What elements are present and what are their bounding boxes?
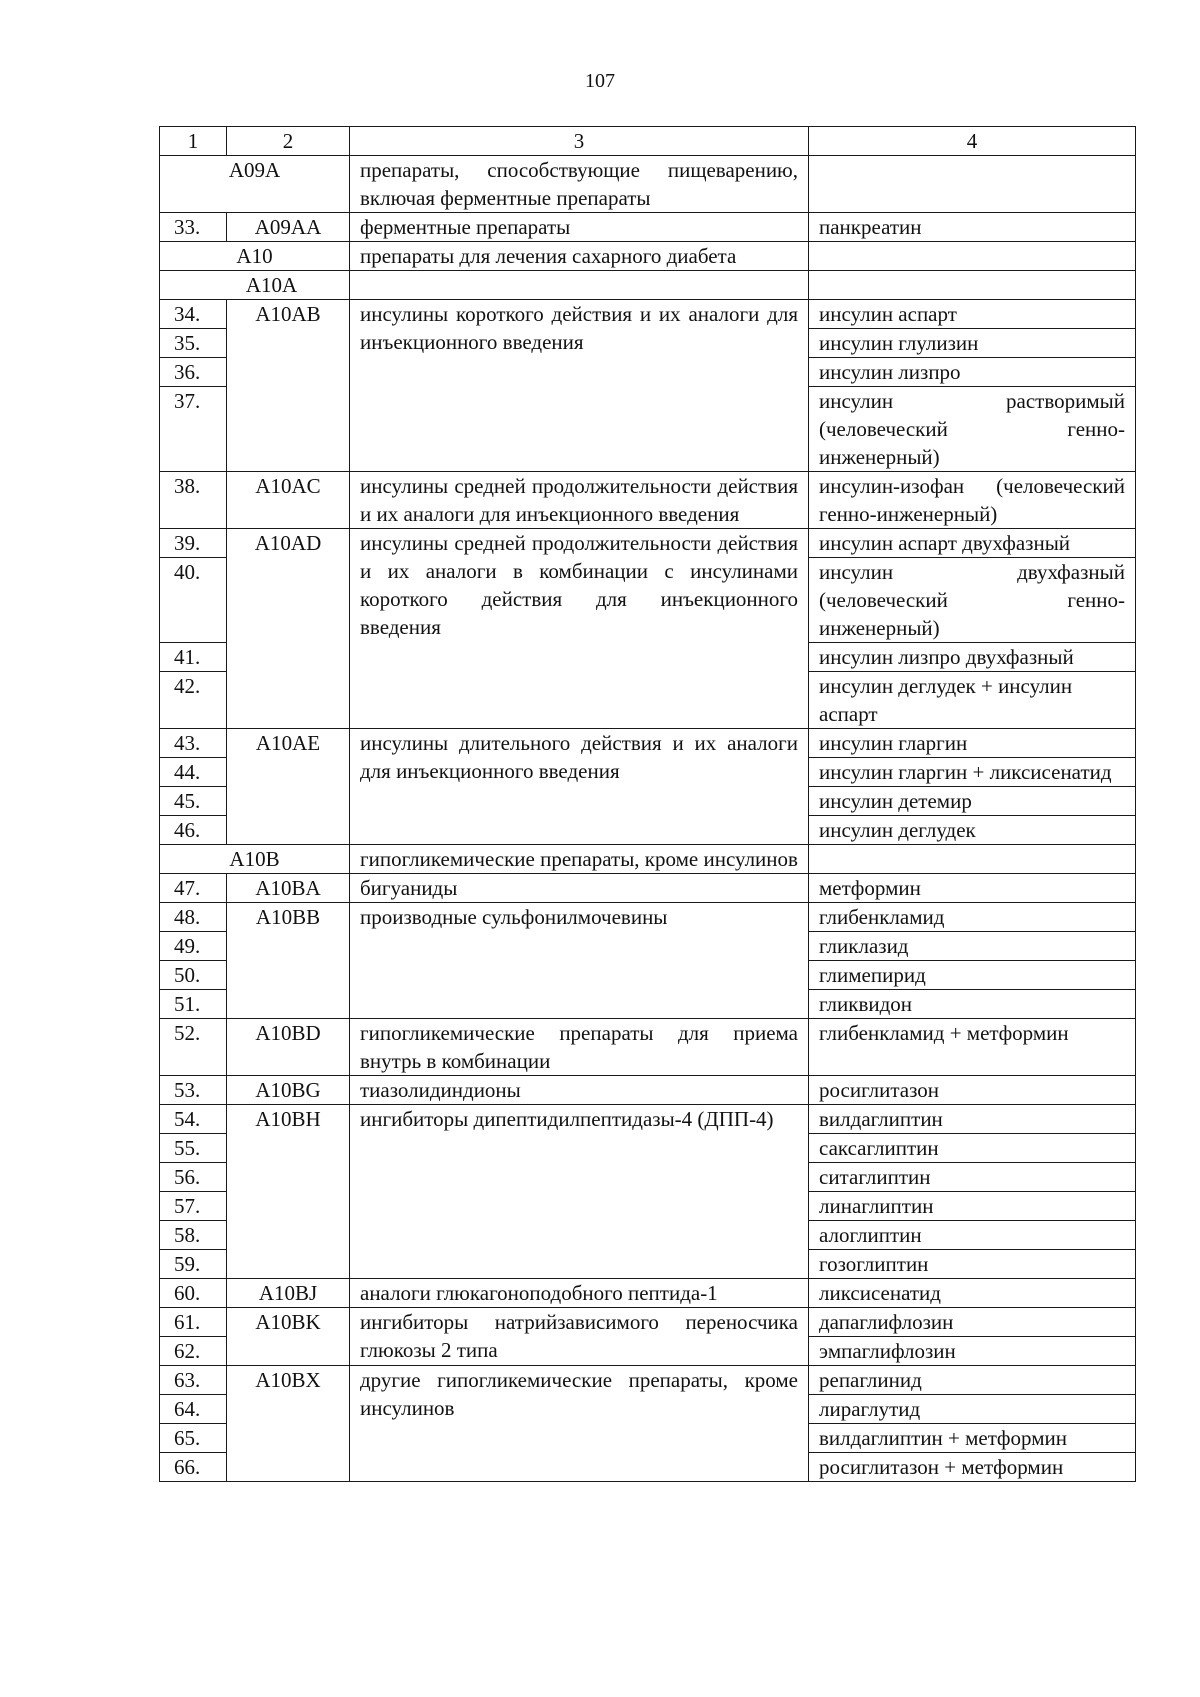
drug-name: глибенкламид [809,903,1136,932]
row-number: 65. [160,1424,227,1453]
drug-name: гозоглиптин [809,1250,1136,1279]
group-description [350,271,809,300]
drug-name: репаглинид [809,1366,1136,1395]
drug-name: инсулин гларгин + ликсисенатид [809,758,1136,787]
drug-name: инсулин-изофан (человеческий генно-инженерный) [809,472,1136,529]
atc-code: A09A [160,156,350,213]
drug-name: росиглитазон [809,1076,1136,1105]
row-number: 43. [160,729,227,758]
row-number: 57. [160,1192,227,1221]
drug-name: вилдаглиптин [809,1105,1136,1134]
atc-code: A10AC [227,472,350,529]
row-number: 46. [160,816,227,845]
group-description: ингибиторы дипептидилпептидазы-4 (ДПП-4) [350,1105,809,1279]
row-number: 45. [160,787,227,816]
drug-name [809,156,1136,213]
row-number: 64. [160,1395,227,1424]
drug-name: инсулин деглудек + инсулин аспарт [809,672,1136,729]
group-description: бигуаниды [350,874,809,903]
row-number: 59. [160,1250,227,1279]
row-number: 54. [160,1105,227,1134]
drug-name: инсулин лизпро двухфазный [809,643,1136,672]
table-row [160,1076,1136,1105]
drug-name: лираглутид [809,1395,1136,1424]
row-number: 40. [160,558,227,643]
row-number: 60. [160,1279,227,1308]
table-row [160,529,1136,558]
row-number: 36. [160,358,227,387]
row-number: 53. [160,1076,227,1105]
row-number: 49. [160,932,227,961]
table-row [160,1366,1136,1395]
atc-code: A10 [160,242,350,271]
drug-name: дапаглифлозин [809,1308,1136,1337]
table-row [160,1308,1136,1337]
row-number: 48. [160,903,227,932]
drug-name: инсулин деглудек [809,816,1136,845]
drug-name: линаглиптин [809,1192,1136,1221]
group-description: тиазолидиндионы [350,1076,809,1105]
table-row [160,271,1136,300]
group-description: ингибиторы натрийзависимого переносчика глюкозы 2 типа [350,1308,809,1366]
group-description: инсулины средней продолжительности действия и их аналоги в комбинации с инсулинами короткого действия для инъекционного введения [350,529,809,729]
row-number: 34. [160,300,227,329]
drug-name: панкреатин [809,213,1136,242]
row-number: 55. [160,1134,227,1163]
atc-code: A10BX [227,1366,350,1482]
row-number: 58. [160,1221,227,1250]
row-number: 51. [160,990,227,1019]
drug-name: глимепирид [809,961,1136,990]
drug-name: глибенкламид + метформин [809,1019,1136,1076]
drug-name [809,845,1136,874]
drug-name: инсулин аспарт двухфазный [809,529,1136,558]
group-description: инсулины длительного действия и их аналоги для инъекционного введения [350,729,809,845]
group-description: аналоги глюкагоноподобного пептида-1 [350,1279,809,1308]
group-description: другие гипогликемические препараты, кроме инсулинов [350,1366,809,1482]
table-row [160,1279,1136,1308]
drug-name: гликвидон [809,990,1136,1019]
group-description: инсулины средней продолжительности действия и их аналоги для инъекционного введения [350,472,809,529]
header-col-1: 1 [160,127,227,156]
row-number: 47. [160,874,227,903]
group-description: препараты для лечения сахарного диабета [350,242,809,271]
row-number: 35. [160,329,227,358]
atc-code: A10BG [227,1076,350,1105]
drug-name: эмпаглифлозин [809,1337,1136,1366]
atc-code: A10A [160,271,350,300]
row-number: 66. [160,1453,227,1482]
table-row [160,242,1136,271]
row-number: 37. [160,387,227,472]
drug-name: инсулин аспарт [809,300,1136,329]
header-col-2: 2 [227,127,350,156]
drug-name: метформин [809,874,1136,903]
atc-code: A10BH [227,1105,350,1279]
table-row [160,1019,1136,1076]
header-col-4: 4 [809,127,1136,156]
table-row [160,1105,1136,1134]
table-row [160,213,1136,242]
atc-code: A10AE [227,729,350,845]
group-description: инсулины короткого действия и их аналоги для инъекционного введения [350,300,809,472]
row-number: 39. [160,529,227,558]
atc-code: A09AA [227,213,350,242]
drug-name: инсулин глулизин [809,329,1136,358]
drug-name: инсулин лизпро [809,358,1136,387]
drug-name: ликсисенатид [809,1279,1136,1308]
table-row [160,472,1136,529]
table-row [160,874,1136,903]
row-number: 38. [160,472,227,529]
row-number: 56. [160,1163,227,1192]
row-number: 52. [160,1019,227,1076]
drug-name: инсулин гларгин [809,729,1136,758]
table-row [160,729,1136,758]
table-row [160,903,1136,932]
group-description: ферментные препараты [350,213,809,242]
drug-name: саксаглиптин [809,1134,1136,1163]
drug-name [809,271,1136,300]
atc-code: A10AB [227,300,350,472]
table-row [160,845,1136,874]
row-number: 42. [160,672,227,729]
drug-name [809,242,1136,271]
row-number: 33. [160,213,227,242]
drug-name: росиглитазон + метформин [809,1453,1136,1482]
atc-code: A10BB [227,903,350,1019]
header-col-3: 3 [350,127,809,156]
group-description: производные сульфонилмочевины [350,903,809,1019]
atc-code: A10BK [227,1308,350,1366]
atc-code: A10BA [227,874,350,903]
row-number: 61. [160,1308,227,1337]
group-description: препараты, способствующие пищеварению, включая ферментные препараты [350,156,809,213]
drug-name: инсулин двухфазный (человеческий генно-инженерный) [809,558,1136,643]
atc-code: A10B [160,845,350,874]
group-description: гипогликемические препараты, кроме инсулинов [350,845,809,874]
group-description: гипогликемические препараты для приема внутрь в комбинации [350,1019,809,1076]
atc-code: A10BD [227,1019,350,1076]
drug-name: ситаглиптин [809,1163,1136,1192]
page-number: 107 [585,70,615,92]
row-number: 63. [160,1366,227,1395]
row-number: 50. [160,961,227,990]
drug-name: алоглиптин [809,1221,1136,1250]
row-number: 44. [160,758,227,787]
atc-code: A10AD [227,529,350,729]
drug-name: вилдаглиптин + метформин [809,1424,1136,1453]
row-number: 41. [160,643,227,672]
table-header-row [160,127,1136,156]
drug-classification-table [159,126,1136,1482]
table-row [160,156,1136,213]
row-number: 62. [160,1337,227,1366]
table-row [160,300,1136,329]
drug-name: инсулин детемир [809,787,1136,816]
atc-code: A10BJ [227,1279,350,1308]
drug-name: гликлазид [809,932,1136,961]
drug-name: инсулин растворимый (человеческий генно-инженерный) [809,387,1136,472]
